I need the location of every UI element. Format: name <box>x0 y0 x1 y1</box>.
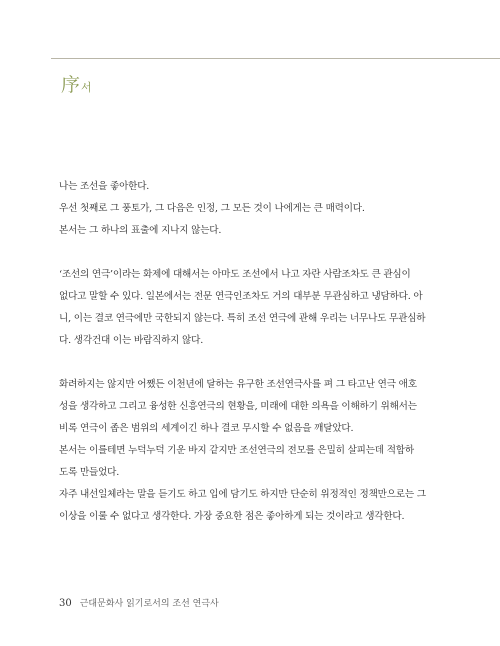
text-line: 이상을 이룰 수 없다고 생각한다. 가장 중요한 점은 좋아하게 되는 것이라고 생각한다. <box>59 511 405 522</box>
text-line: 나는 조선을 좋아한다. <box>59 181 150 192</box>
text-line: 자주 내선일체라는 말을 듣기도 하고 입에 담기도 하지만 단순히 위정적인 정책만으로는 그 <box>59 489 426 500</box>
text-line: 우선 첫째로 그 풍토가, 그 다음은 인정, 그 모든 것이 나에게는 큰 매력이다. <box>59 203 365 214</box>
header-rule <box>51 58 500 59</box>
text-line: 성을 생각하고 그리고 융성한 신흥연극의 현황을, 미래에 대한 의욕을 이해하기 위해서는 <box>59 401 417 412</box>
page-footer <box>59 596 219 609</box>
text-line: 본서는 그 하나의 표출에 지나지 않는다. <box>59 225 222 236</box>
text-line: 본서는 이를테면 누덕누덕 기운 바지 같지만 조선연극의 전모를 은밀히 살피는데 적합하 <box>59 445 414 456</box>
title-hanja: 序 <box>61 74 81 96</box>
text-line: 비록 연극이 좁은 범위의 세계이긴 하나 결코 무시할 수 없음을 깨달았다. <box>59 423 354 434</box>
body-text <box>59 176 444 528</box>
text-line: 없다고 말할 수 있다. 일본에서는 전문 연극인조차도 거의 대부분 무관심하고 냉담하다. 아 <box>59 291 423 302</box>
title-korean: 서 <box>81 81 92 94</box>
running-title: 근대문화사 읽기로서의 조선 연극사 <box>79 599 219 609</box>
page-number: 30 <box>59 598 72 609</box>
text-line: 니, 이는 결코 연극에만 국한되지 않는다. 특히 조선 연극에 관해 우리는 너무나도 무관심하 <box>59 313 426 324</box>
text-line: ‘조선의 연극’이라는 화제에 대해서는 아마도 조선에서 나고 자란 사람조차도 큰 관심이 <box>59 269 411 280</box>
text-line: 다. 생각건대 이는 바람직하지 않다. <box>59 335 204 346</box>
text-line: 도록 만들었다. <box>59 467 120 478</box>
chapter-title <box>61 70 92 97</box>
text-line: 화려하지는 않지만 어쨌든 이천년에 달하는 유구한 조선연극사를 펴 그 타고난 연극 애호 <box>59 379 417 390</box>
